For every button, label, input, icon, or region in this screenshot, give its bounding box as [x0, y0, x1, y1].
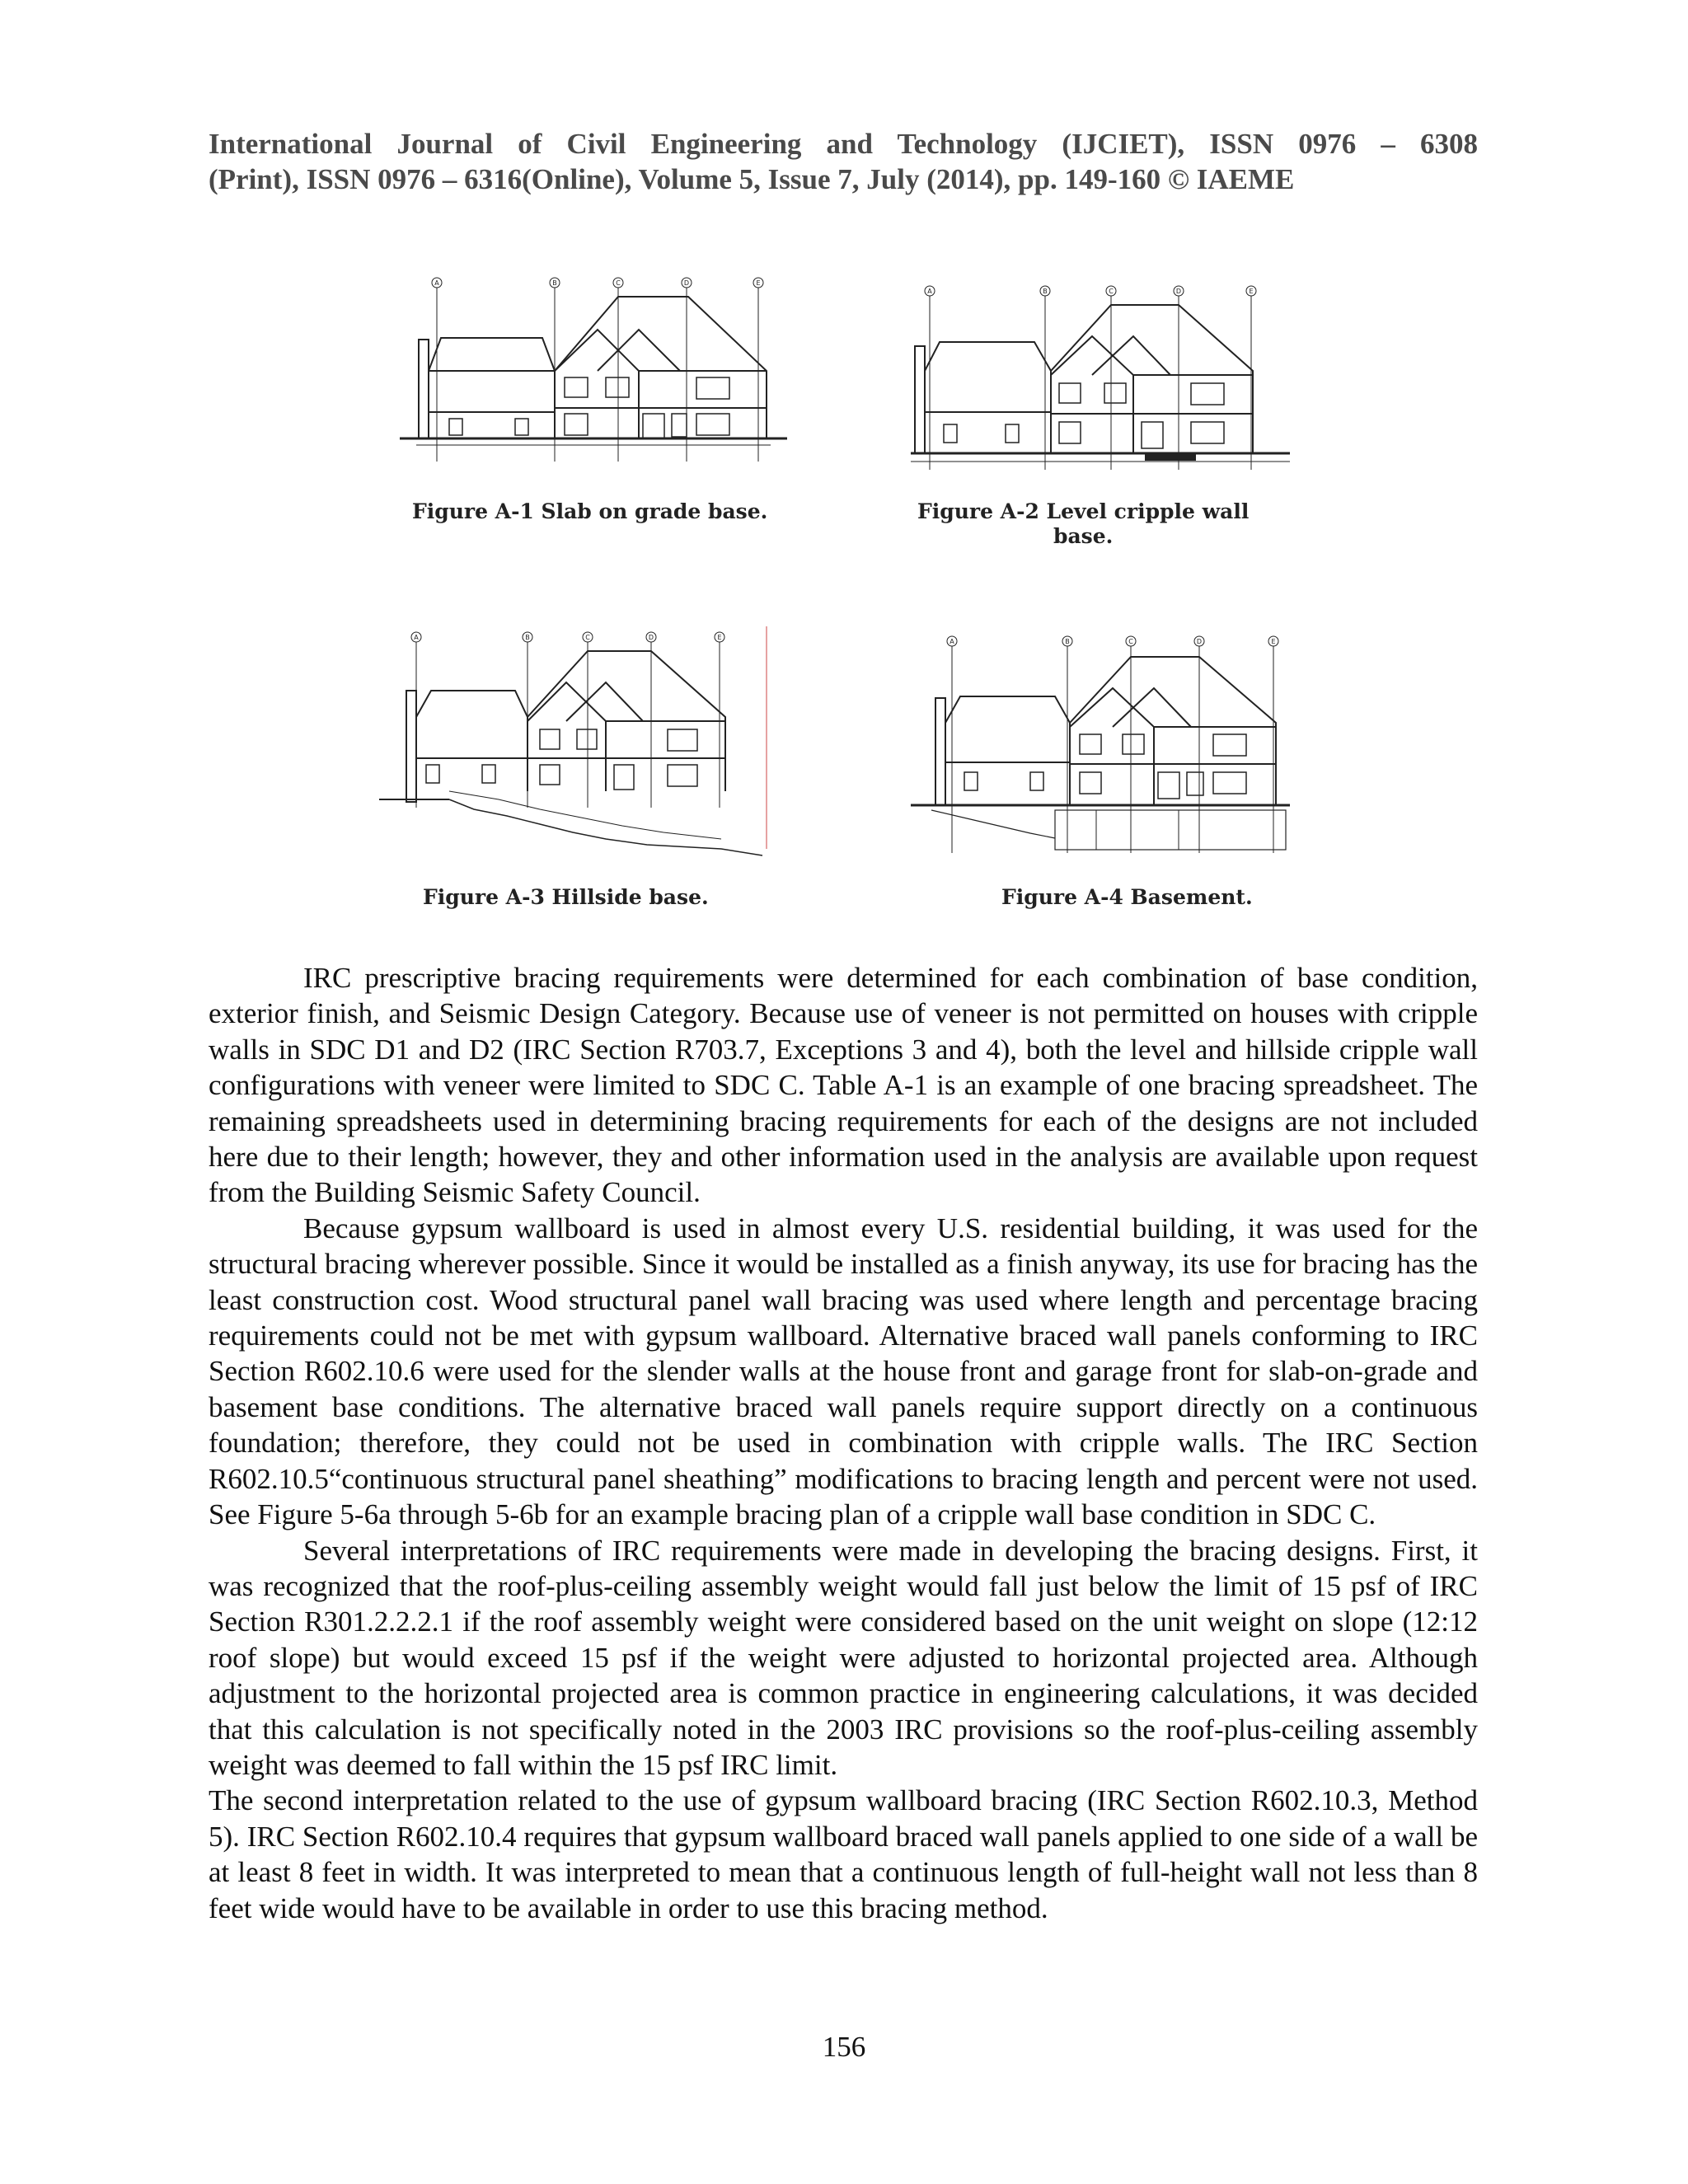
- grid-label: A: [414, 634, 419, 641]
- figure-a2-caption-line2: base.: [1053, 524, 1114, 548]
- grid-label: C: [1109, 288, 1114, 295]
- paragraph: Several interpretations of IRC requirements were made in developing the bracing designs. First, it was recognized that the roof-plus-ceiling assembly weight would fall just below the limit of 15 psf of IRC Section R301.2.2.2.1 if the roof assembly weight were considered based on the unit weight on slope (12:12 roof slope) but would exceed 15 psf if the weight were adjusted to horizontal projected area. Although adjustment to the horizontal projected area is common practice in engineering calculations, it was decided that this calculation is not specifically noted in the 2003 IRC provisions so the roof-plus-ceiling assembly weight was deemed to fall within the 15 psf IRC limit.: [209, 1534, 1478, 1781]
- grid-label: C: [616, 279, 621, 287]
- figure-a4-caption: Figure A-4 Basement.: [1001, 885, 1253, 909]
- grid-label: E: [756, 279, 761, 287]
- figure-a4-drawing: [907, 630, 1294, 861]
- grid-label: D: [1175, 288, 1182, 295]
- grid-label: C: [1128, 638, 1133, 645]
- journal-header: [209, 126, 1478, 197]
- grid-label: A: [927, 288, 932, 295]
- grid-label: A: [434, 279, 439, 287]
- grid-label: E: [1271, 638, 1276, 645]
- grid-label: D: [683, 279, 690, 287]
- grid-label: B: [552, 279, 557, 287]
- header-line-2: (Print), ISSN 0976 – 6316(Online), Volume 5, Issue 7, July (2014), pp. 149-160 © IAEME: [209, 163, 1295, 195]
- figure-a3-caption: Figure A-3 Hillside base.: [423, 885, 709, 909]
- figure-a1-drawing: [392, 272, 795, 470]
- grid-label: B: [1065, 638, 1070, 645]
- grid-label: D: [1196, 638, 1203, 645]
- grid-label: D: [648, 634, 654, 641]
- figure-a2-caption-line1: Figure A-2 Level cripple wall: [917, 499, 1250, 523]
- grid-label: E: [717, 634, 722, 641]
- grid-label: A: [950, 638, 954, 645]
- figure-a2-caption: [917, 499, 1249, 549]
- body-text: [209, 960, 1478, 1926]
- grid-label: B: [525, 634, 530, 641]
- grid-label: B: [1043, 288, 1048, 295]
- grid-label: E: [1249, 288, 1254, 295]
- figure-a3-drawing: [375, 626, 771, 865]
- page-number: 156: [822, 2031, 866, 2063]
- paragraph: Because gypsum wallboard is used in almost every U.S. residential building, it was used for the structural bracing wherever possible. Since it would be installed as a finish anyway, its use for bracing has the least construction cost. Wood structural panel wall bracing was used where length and percentage bracing requirements could not be met with gypsum wallboard. Alternative braced wall panels conforming to IRC Section R602.10.6 were used for the slender walls at the house front and garage front for slab-on-grade and basement base conditions. The alternative braced wall panels require support directly on a continuous foundation; therefore, they could not be used in combination with cripple walls. The IRC Section R602.10.5“continuous structural panel sheathing” modifications to bracing length and percent were not used. See Figure 5-6a through 5-6b for an example bracing plan of a cripple wall base condition in SDC C.: [209, 1212, 1478, 1531]
- figure-a2-drawing: [907, 280, 1294, 478]
- paragraph: IRC prescriptive bracing requirements were determined for each combination of base condition, exterior finish, and Seismic Design Category. Because use of veneer is not permitted on houses with cripple walls in SDC D1 and D2 (IRC Section R703.7, Exceptions 3 and 4), both the level and hillside cripple wall configurations with veneer were limited to SDC C. Table A-1 is an example of one bracing spreadsheet. The remaining spreadsheets used in determining bracing requirements for each of the designs are not included here due to their length; however, they and other information used in the analysis are available upon request from the Building Seismic Safety Council.: [209, 962, 1478, 1209]
- paragraph: The second interpretation related to the use of gypsum wallboard bracing (IRC Section R602.10.3, Method 5). IRC Section R602.10.4 requires that gypsum wallboard braced wall panels applied to one side of a wall be at least 8 feet in width. It was interpreted to mean that a continuous length of full-height wall not less than 8 feet wide would have to be available in order to use this bracing method.: [209, 1784, 1478, 1924]
- grid-label: C: [585, 634, 590, 641]
- figure-a1-caption: Figure A-1 Slab on grade base.: [412, 499, 768, 523]
- header-line-1: International Journal of Civil Engineering and Technology (IJCIET), ISSN 0976 – 6308: [209, 128, 1478, 160]
